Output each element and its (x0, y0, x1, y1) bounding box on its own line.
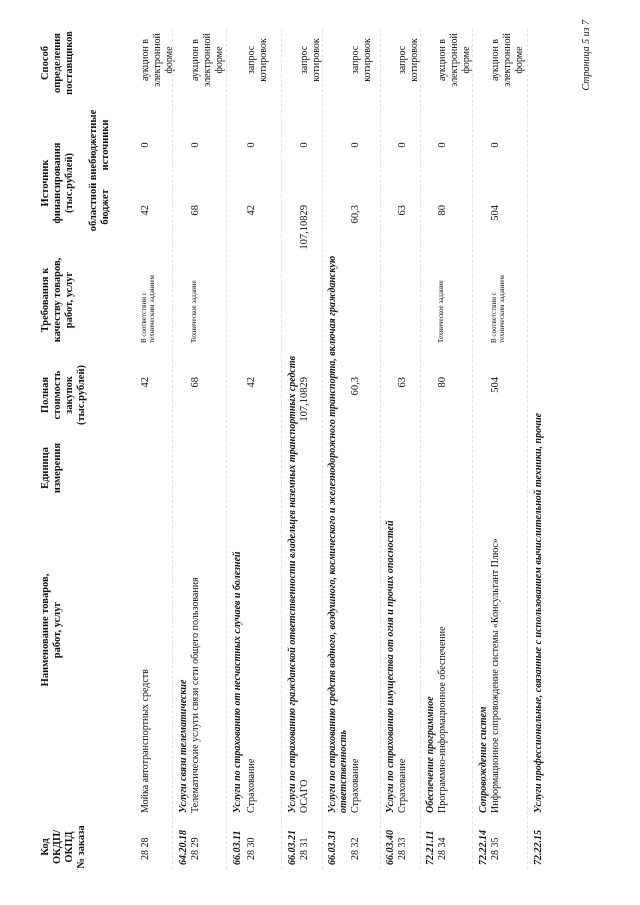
header-cost: Полная (40, 376, 51, 414)
header-financing: (тыс.рублей) (64, 152, 75, 214)
total-cost: 68 (190, 377, 201, 388)
order-number: 28 29 (190, 837, 201, 860)
procurement-method: электронной (502, 33, 513, 87)
group-name: Обеспечение программное (425, 696, 436, 813)
order-number: 28 28 (140, 837, 151, 860)
quality-requirement: техническим заданием (498, 275, 506, 343)
order-number: 28 30 (246, 837, 257, 860)
order-number: 28 35 (490, 837, 501, 860)
procurement-method: котировок (362, 38, 373, 82)
header-unit: измерения (52, 442, 63, 494)
group-code: 66.03.31 (327, 830, 338, 865)
group-code: 66.03.11 (232, 830, 243, 865)
fin-regional: 60,3 (350, 205, 361, 224)
fin-extra: 0 (397, 142, 408, 148)
header-fin-regional: областной (88, 182, 99, 232)
procurement-method: форме (461, 46, 472, 74)
header-requirements: качеству товаров, (52, 257, 63, 343)
group-name: Услуги связи телематические (178, 679, 189, 813)
header-cost: (тыс.рублей) (76, 364, 87, 426)
procurement-method: форме (514, 46, 525, 74)
procurement-method: форме (164, 46, 175, 74)
item-name: Страхование (397, 758, 408, 813)
fin-extra: 0 (190, 142, 201, 148)
procurement-method: запрос (246, 45, 257, 75)
procurement-method: электронной (449, 33, 460, 87)
header-financing: финансирования (52, 142, 63, 224)
group-name: ответственность (338, 729, 349, 813)
total-cost: 42 (246, 377, 257, 388)
item-name: Страхование (246, 758, 257, 813)
header-fin-extra: внебюджетные (88, 109, 99, 181)
item-name: Мойка автотранспортных средств (140, 669, 151, 813)
group-code: 66.03.21 (287, 830, 298, 865)
fin-extra: 0 (350, 142, 361, 148)
header-code: № заказа (76, 825, 87, 869)
order-number: 28 34 (437, 837, 448, 860)
fin-extra: 0 (299, 142, 310, 148)
group-name: Услуги по страхованию гражданской ответственности владельцев наземных транспортных средств (287, 355, 298, 813)
quality-requirement: техническим заданием (148, 275, 156, 343)
total-cost: 107,10829 (299, 377, 310, 422)
item-name: Страхование (350, 758, 361, 813)
header-cost: закупок (64, 376, 75, 414)
quality-requirement: Техническое задание (190, 280, 198, 343)
total-cost: 60,3 (350, 377, 361, 396)
row-divider (226, 29, 227, 869)
group-code: 66.03.40 (385, 830, 396, 865)
group-name: Услуги по страхованию средств водного, воздушного, космического и железнодорожного транспорта, включая гражданскую (327, 255, 338, 813)
group-code: 72.22.15 (533, 830, 544, 865)
fin-extra: 0 (490, 142, 501, 148)
fin-extra: 0 (437, 142, 448, 148)
header-name: работ, услуг (52, 601, 63, 659)
fin-extra: 0 (140, 142, 151, 148)
total-cost: 42 (140, 377, 151, 388)
procurement-method: котировок (409, 38, 420, 82)
header-unit: Единица (40, 447, 51, 489)
fin-regional: 80 (437, 205, 448, 216)
header-method: определения (52, 33, 63, 93)
procurement-method: аукцион в (190, 38, 201, 82)
fin-regional: 42 (246, 205, 257, 216)
procurement-method: аукцион в (490, 38, 501, 82)
header-code: ОКДП/ (52, 829, 63, 865)
page-number: Страница 5 из 7 (581, 20, 592, 91)
fin-extra: 0 (246, 142, 257, 148)
procurement-method: запрос (299, 45, 310, 75)
procurement-method: котировок (258, 38, 269, 82)
procurement-method: котировок (311, 38, 322, 82)
header-method: Способ (40, 45, 51, 81)
quality-requirement: В соответствии с (490, 292, 498, 343)
header-fin-regional: бюджет (100, 189, 111, 225)
header-name: Наименование товаров, (40, 573, 51, 687)
quality-requirement: Техническое задание (437, 280, 445, 343)
fin-regional: 68 (190, 205, 201, 216)
header-code: ОКПД (64, 831, 75, 863)
total-cost: 504 (490, 377, 501, 393)
order-number: 28 31 (299, 837, 310, 860)
group-code: 64.20.18 (178, 830, 189, 865)
row-divider (172, 29, 173, 869)
procurement-method: аукцион в (140, 38, 151, 82)
group-code: 72.22.14 (478, 830, 489, 865)
header-method: поставщиков (64, 31, 75, 95)
order-number: 28 32 (350, 837, 361, 860)
item-name: Телематические услуги связи сети общего пользования (190, 577, 201, 813)
fin-regional: 107,10829 (299, 205, 310, 250)
header-fin-extra: источники (100, 119, 111, 171)
group-code: 72.21.11 (425, 830, 436, 865)
procurement-method: запрос (350, 45, 361, 75)
group-name: Сопровождение систем (478, 706, 489, 813)
fin-regional: 504 (490, 205, 501, 221)
procurement-method: форме (214, 46, 225, 74)
item-name: Программно-информационное обеспечение (437, 626, 448, 813)
header-requirements: Требования к (40, 267, 51, 333)
group-name: Услуги по страхованию имущества от огня и прочих опасностей (385, 520, 396, 813)
total-cost: 63 (397, 377, 408, 388)
header-requirements: работ, услуг (64, 271, 75, 329)
order-number: 28 33 (397, 837, 408, 860)
row-divider (527, 29, 528, 869)
item-name: ОСАГО (299, 779, 310, 813)
procurement-method: электронной (152, 33, 163, 87)
procurement-method: аукцион в (437, 38, 448, 82)
group-name: Услуги по страхованию от несчастных случаев и болезней (232, 551, 243, 813)
header-cost: стоимость (52, 370, 63, 420)
procurement-method: запрос (397, 45, 408, 75)
fin-regional: 63 (397, 205, 408, 216)
procurement-method: электронной (202, 33, 213, 87)
row-divider (322, 29, 323, 869)
group-name: Услуги профессиональные, связанные с использованием вычислительной техники, прочие (533, 412, 544, 813)
header-financing: Источник (40, 159, 51, 207)
header-code: Код (40, 838, 51, 856)
row-divider (380, 29, 381, 869)
total-cost: 80 (437, 377, 448, 388)
row-divider (420, 29, 421, 869)
item-name: Информационное сопровождение системы «Консультант Плюс» (490, 538, 501, 813)
row-divider (472, 29, 473, 869)
fin-regional: 42 (140, 205, 151, 216)
quality-requirement: В соответствии с (140, 292, 148, 343)
row-divider (281, 29, 282, 869)
